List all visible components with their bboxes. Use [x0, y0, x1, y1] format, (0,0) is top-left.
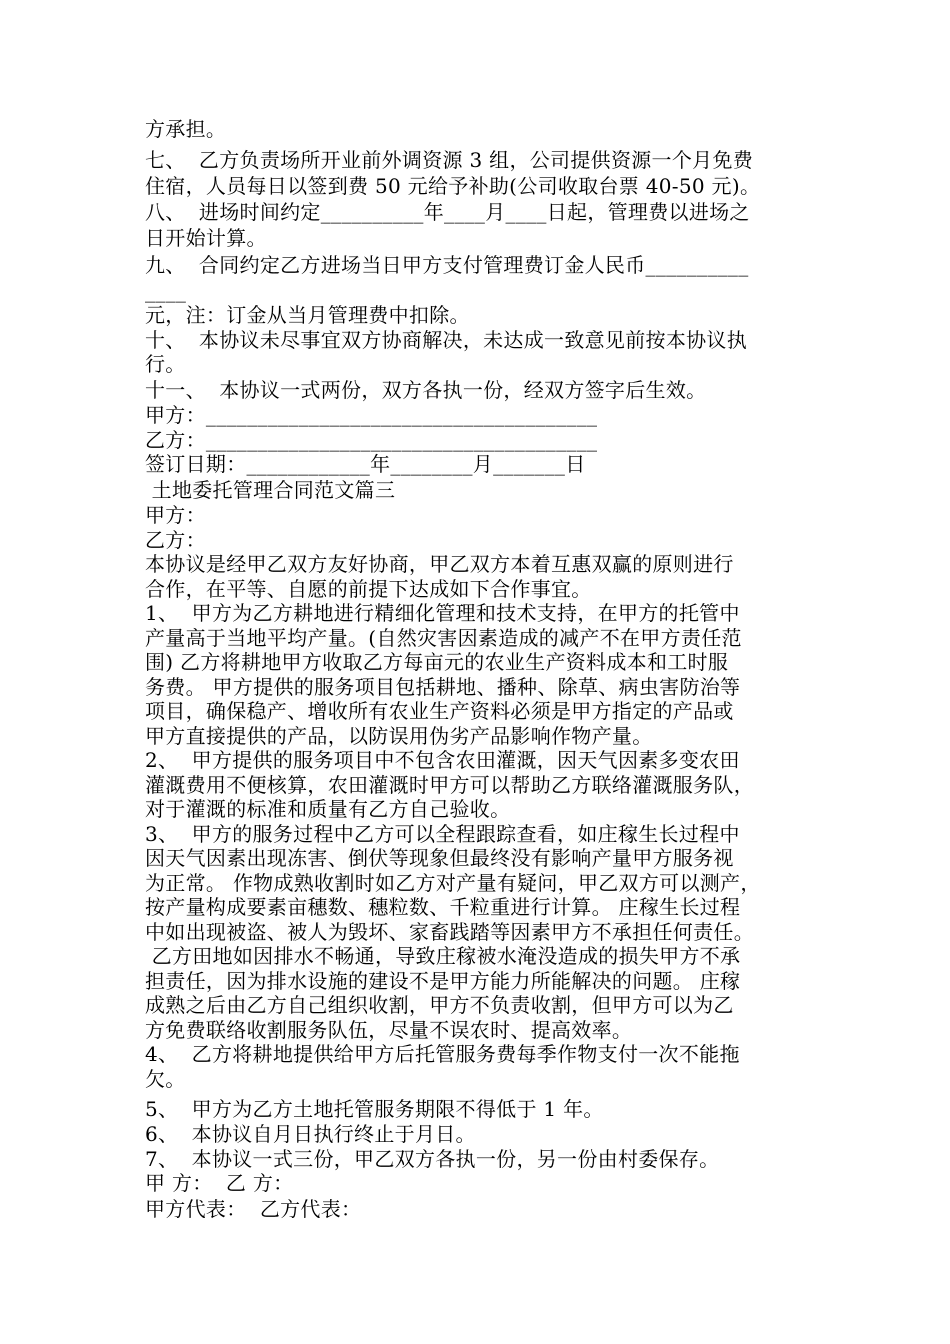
party-labels-line: 甲 方： 乙 方： [145, 1171, 294, 1195]
item-5-line: 5、 甲方为乙方土地托管服务期限不得低于 1 年。 [145, 1097, 604, 1121]
item-3-line-2: 因天气因素出现冻害、倒伏等现象但最终没有影响产量甲方服务视 [145, 846, 734, 870]
item-3-line-7: 担责任，因为排水设施的建设不是甲方能力所能解决的问题。 庄稼 [145, 969, 741, 993]
intro-line-1: 本协议是经甲乙双方友好协商，甲乙双方本着互惠双赢的原则进行 [145, 552, 734, 576]
clause-8-line-2: 日开始计算。 [145, 226, 267, 250]
clause-7-line-1: 七、 乙方负责场所开业前外调资源 3 组，公司提供资源一个月免费 [145, 148, 754, 172]
item-3-line-3: 为正常。 作物成熟收割时如乙方对产量有疑问，甲乙双方可以测产， [145, 871, 761, 895]
party-b-label: 乙方： [145, 528, 206, 552]
clause-10-line-1: 十、 本协议未尽事宜双方协商解决，未达成一致意见前按本协议执 [145, 328, 748, 352]
item-1-line-6: 甲方直接提供的产品，以防误用伪劣产品影响作物产量。 [145, 724, 653, 748]
item-2-line-2: 灌溉费用不便核算，农田灌溉时甲方可以帮助乙方联络灌溉服务队， [145, 773, 754, 797]
item-3-line-4: 按产量构成要素亩穗数、穗粒数、千粒重进行计算。 庄稼生长过程 [145, 895, 741, 919]
item-4-line-2: 欠。 [145, 1067, 186, 1091]
item-3-line-9: 方免费联络收割服务队伍，尽量不误农时、提高效率。 [145, 1018, 633, 1042]
item-4-line-1: 4、 乙方将耕地提供给甲方后托管服务费每季作物支付一次不能拖 [145, 1042, 740, 1066]
party-a-label: 甲方： [145, 503, 206, 527]
clause-9-line-1: 九、 合同约定乙方进场当日甲方支付管理费订金人民币__________ [145, 253, 749, 277]
section-heading: 土地委托管理合同范文篇三 [145, 478, 396, 502]
item-3-line-5: 中如出现被盗、被人为毁坏、家畜践踏等因素甲方不承担任何责任。 [145, 920, 754, 944]
item-1-line-3: 围) 乙方将耕地甲方收取乙方每亩元的农业生产资料成本和工时服 [145, 650, 729, 674]
party-representatives-line: 甲方代表： 乙方代表： [145, 1197, 362, 1221]
clause-11-line: 十一、 本协议一式两份，双方各执一份，经双方签字后生效。 [145, 378, 707, 402]
clause-7-line-2: 住宿，人员每日以签到费 50 元给予补助(公司收取台票 40-50 元)。 [145, 174, 761, 198]
item-2-line-1: 2、 甲方提供的服务项目中不包含农田灌溉，因天气因素多变农田 [145, 748, 740, 772]
item-3-line-6: 乙方田地如因排水不畅通，导致庄稼被水淹没造成的损失甲方不承 [145, 944, 741, 968]
signing-date-line: 签订日期：____________年________月_______日 [145, 452, 586, 476]
party-a-signature-line: 甲方：______________________________________ [145, 403, 598, 427]
item-1-line-5: 项目，确保稳产、增收所有农业生产资料必须是甲方指定的产品或 [145, 699, 734, 723]
clause-10-line-2: 行。 [145, 352, 186, 376]
item-7-line: 7、 本协议一式三份，甲乙双方各执一份，另一份由村委保存。 [145, 1147, 720, 1171]
text-line: 方承担。 [145, 117, 227, 141]
party-b-signature-line: 乙方：______________________________________ [145, 428, 598, 452]
clause-9-line-2: 元，注：订金从当月管理费中扣除。 [145, 303, 470, 327]
intro-line-2: 合作，在平等、自愿的前提下达成如下合作事宜。 [145, 577, 592, 601]
item-6-line: 6、 本协议自月日执行终止于月日。 [145, 1122, 476, 1146]
item-2-line-3: 对于灌溉的标准和质量有乙方自己验收。 [145, 797, 511, 821]
clause-8-line-1: 八、 进场时间约定__________年____月____日起，管理费以进场之 [145, 200, 750, 224]
item-1-line-1: 1、 甲方为乙方耕地进行精细化管理和技术支持，在甲方的托管中 [145, 601, 740, 625]
item-1-line-2: 产量高于当地平均产量。(自然灾害因素造成的减产不在甲方责任范 [145, 626, 742, 650]
item-3-line-8: 成熟之后由乙方自己组织收割，甲方不负责收割，但甲方可以为乙 [145, 993, 734, 1017]
clause-9-blank: ____ [145, 279, 187, 303]
item-1-line-4: 务费。 甲方提供的服务项目包括耕地、播种、除草、病虫害防治等 [145, 675, 741, 699]
item-3-line-1: 3、 甲方的服务过程中乙方可以全程跟踪查看，如庄稼生长过程中 [145, 822, 740, 846]
